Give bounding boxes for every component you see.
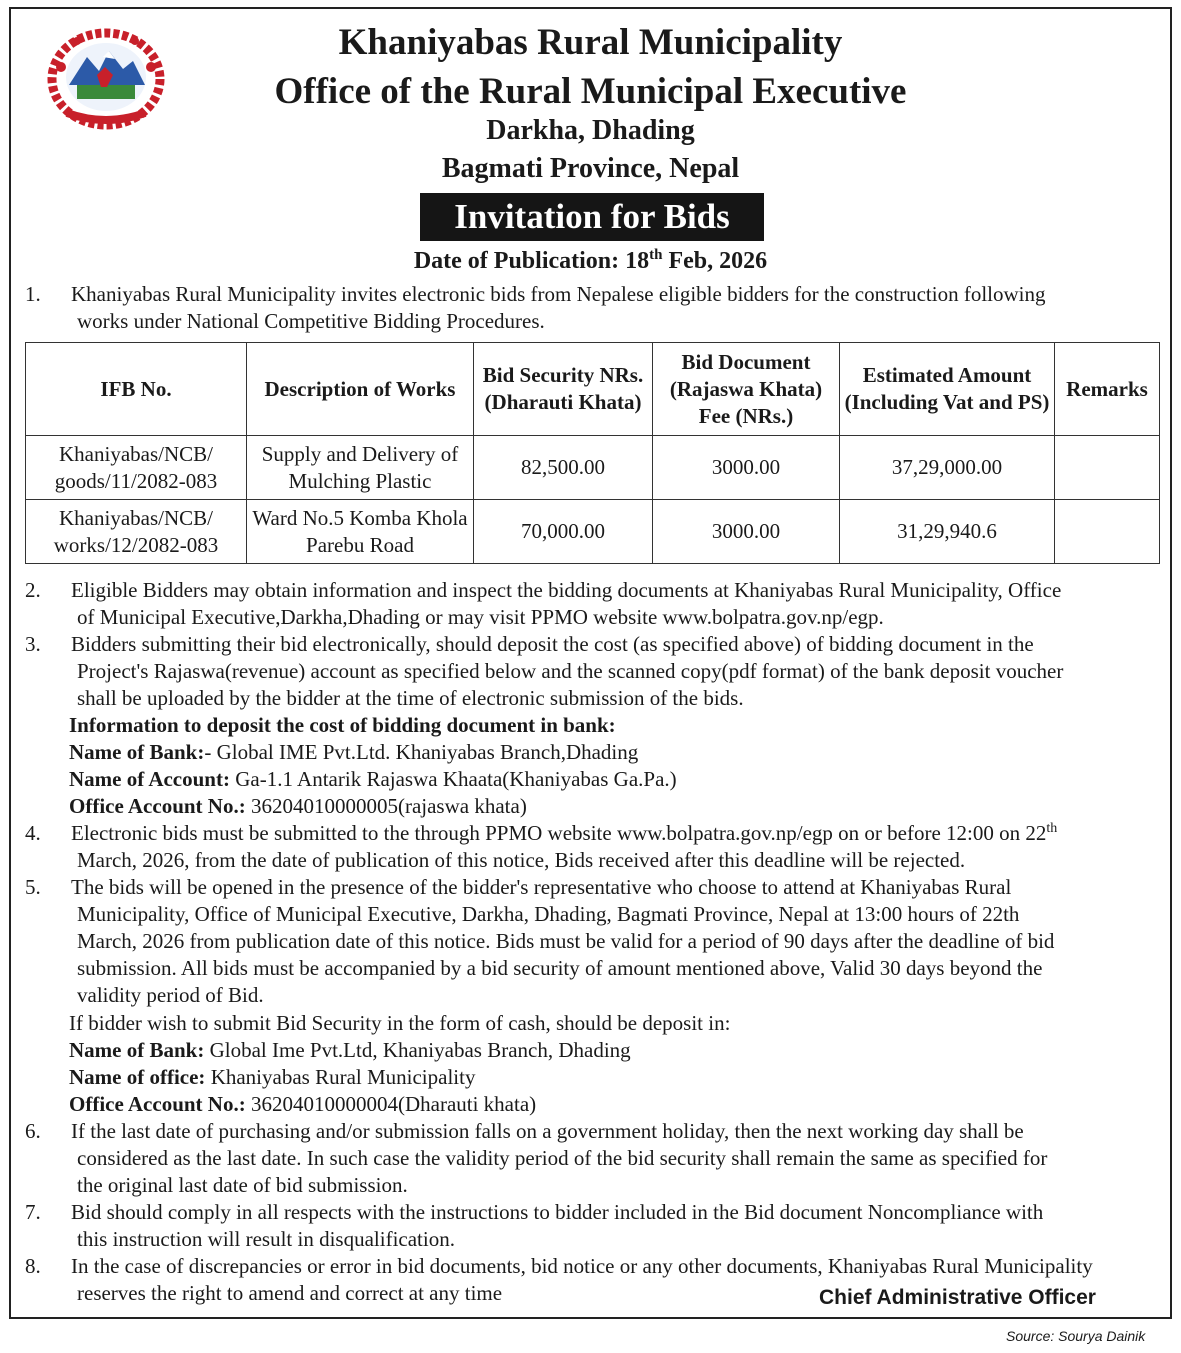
clause-7: 7. Bid should comply in all respects with the instructions to bidder included in the Bid document Noncompliance with this instruction will result in disqualification. — [25, 1200, 1044, 1251]
clause-6: 6. If the last date of purchasing and/or submission falls on a government holiday, then the next working day shall be considered as the last date. In such case the validity period of the bid security shall remain the same as specified for the original last date of bid submission. — [25, 1119, 1048, 1197]
cell-amount: 37,29,000.00 — [840, 436, 1055, 500]
clause-4: 4. Electronic bids must be submitted to the through PPMO website www.bolpatra.gov.np/egp on or before 12:00 on 22th March, 2026, from the date of publication of this notice, Bids received after this deadline will be rejected. — [25, 821, 1058, 872]
clause-2: 2. Eligible Bidders may obtain information and inspect the bidding documents at Khaniyabas Rural Municipality, Office of Municipal Executive,Darkha,Dhading or may visit PPMO website www.bolpatra.gov.np/egp. — [25, 578, 1062, 629]
cell-amount: 31,29,940.6 — [840, 500, 1055, 564]
col-remarks: Remarks — [1055, 343, 1160, 436]
clause-1: 1. Khaniyabas Rural Municipality invites electronic bids from Nepalese eligible bidders for the construction following works under National Competitive Bidding Procedures. — [25, 282, 1046, 333]
notice-frame — [9, 7, 1172, 1319]
col-description: Description of Works — [247, 343, 474, 436]
cash-info: If bidder wish to submit Bid Security in the form of cash, should be deposit in: Name of Bank: Global Ime Pvt.Ltd, Khaniyabas Branch, Dhading Name of office: Khaniyabas Rural Municipality Office Account No.: 36204010000004(Dharauti khata) — [69, 1011, 731, 1116]
cell-fee: 3000.00 — [653, 500, 840, 564]
cell-ifb: Khaniyabas/NCB/ works/12/2082-083 — [26, 500, 247, 564]
location: Darkha, Dhading — [486, 115, 695, 146]
cell-security: 70,000.00 — [474, 500, 653, 564]
bids-table — [25, 342, 1160, 564]
clause-5: 5. The bids will be opened in the presence of the bidder's representative who choose to attend at Khaniyabas Rural Municipality, Office of Municipal Executive, Darkha, Dhading, Bagmati Province, Nepal at 13:00 hours of 22th March, 2026 from publication date of this notice. Bids must be valid for a period of 90 days after the deadline of bid submission. All bids must be accompanied by a bid security of amount mentioned above, Valid 30 days beyond the validity period of Bid. — [25, 875, 1055, 1007]
col-estimated-amount: Estimated Amount (Including Vat and PS) — [840, 343, 1055, 436]
cell-desc: Supply and Delivery of Mulching Plastic — [247, 436, 474, 500]
cell-fee: 3000.00 — [653, 436, 840, 500]
signatory: Chief Administrative Officer — [819, 1286, 1096, 1309]
cell-remarks — [1055, 500, 1160, 564]
publication-date: Date of Publication: 18th Feb, 2026 — [413, 247, 768, 274]
col-document-fee: Bid Document (Rajaswa Khata) Fee (NRs.) — [653, 343, 840, 436]
notice-title: Invitation for Bids — [420, 193, 764, 241]
municipality-name: Khaniyabas Rural Municipality — [338, 22, 843, 63]
col-bid-security: Bid Security NRs. (Dharauti Khata) — [474, 343, 653, 436]
table-row — [26, 436, 1160, 500]
cell-desc: Ward No.5 Komba Khola Parebu Road — [247, 500, 474, 564]
col-ifb-no: IFB No. — [26, 343, 247, 436]
cell-remarks — [1055, 436, 1160, 500]
table-header-row — [26, 343, 1160, 436]
bank-info: Information to deposit the cost of bidding document in bank: Name of Bank:- Global IME Pvt.Ltd. Khaniyabas Branch,Dhading Name of Account: Ga-1.1 Antarik Rajaswa Khaata(Khaniyabas Ga.Pa.) Office Account No.: 36204010000005(rajaswa khata) — [69, 713, 677, 818]
province: Bagmati Province, Nepal — [441, 153, 740, 184]
clause-3: 3. Bidders submitting their bid electronically, should deposit the cost (as specified above) of bidding document in the Project's Rajaswa(revenue) account as specified below and the scanned copy(pdf format) of the bank deposit voucher shall be uploaded by the bidder at the time of electronic submission of the bids. — [25, 632, 1064, 710]
cell-security: 82,500.00 — [474, 436, 653, 500]
clause-8: 8. In the case of discrepancies or error in bid documents, bid notice or any other documents, Khaniyabas Rural Municipality reserves the right to amend and correct at any time — [25, 1254, 1093, 1305]
source-credit: Source: Sourya Dainik — [1006, 1328, 1146, 1344]
table-row — [26, 500, 1160, 564]
office-name: Office of the Rural Municipal Executive — [274, 71, 907, 112]
cell-ifb: Khaniyabas/NCB/ goods/11/2082-083 — [26, 436, 247, 500]
